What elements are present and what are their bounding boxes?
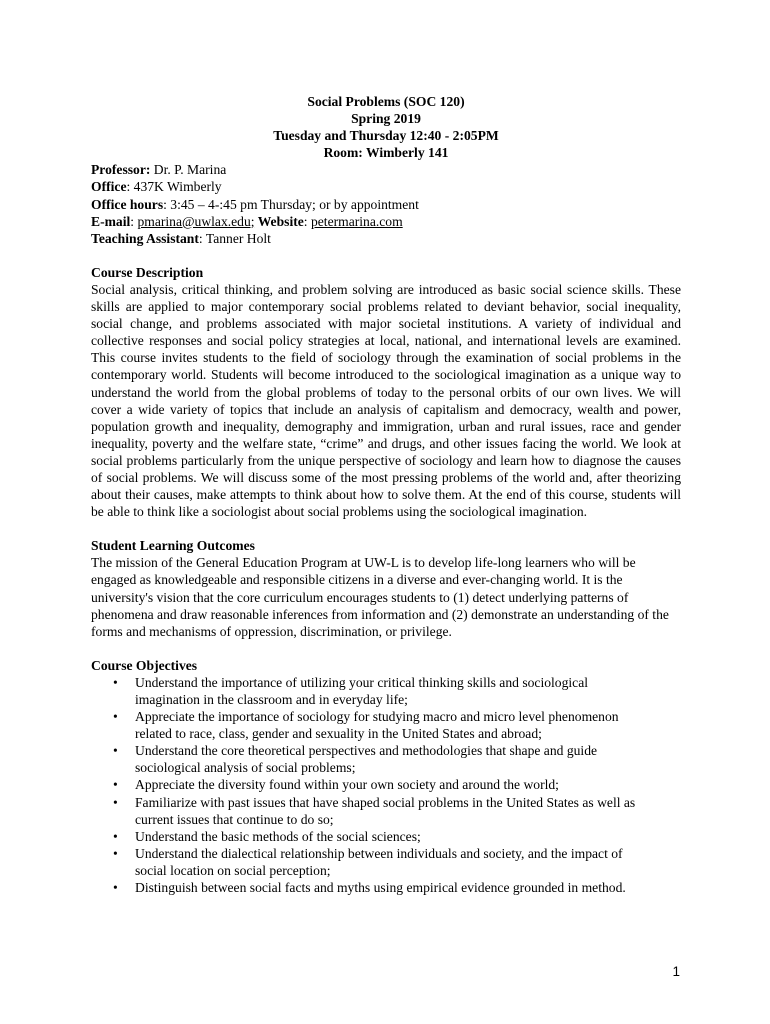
course-title: Social Problems (SOC 120) [307,94,465,109]
bullet-icon: • [113,674,118,690]
objective-line: related to race, class, gender and sexuality in the United States and abroad; [135,726,542,742]
objective-line: social location on social perception; [135,862,331,878]
website-separator: : [303,213,311,229]
learning-outcomes-heading: Student Learning Outcomes [91,538,255,554]
bullet-icon: • [113,845,118,861]
professor-line [91,161,681,178]
office-value: : 437K Wimberly [126,179,222,195]
bullet-icon: • [113,880,118,896]
objective-line: Understand the importance of utilizing your critical thinking skills and sociological [135,674,589,690]
professor-label: Professor: [91,162,151,178]
spacer [91,247,681,264]
course-term: Spring 2019 [351,111,421,127]
bullet-icon: • [113,743,118,759]
office-hours-value: : 3:45 – 4-:45 pm Thursday; or by appointment [163,196,419,212]
website-link[interactable]: petermarina.com [310,213,403,229]
course-objectives-heading: Course Objectives [91,657,198,673]
office-hours-label: Office hours [91,196,164,212]
objective-item [91,742,681,776]
page-content [91,93,681,896]
office-hours-line [91,196,681,213]
objective-item [91,879,681,896]
instructor-info [91,161,681,246]
objective-line: Understand the core theoretical perspectives and methodologies that shape and guide [135,743,598,759]
course-schedule: Tuesday and Thursday 12:40 - 2:05PM [273,128,499,144]
website-label: Website [254,213,304,229]
objective-line: Understand the dialectical relationship between individuals and society, and the impact of [135,845,623,861]
learning-outcomes-text: The mission of the General Education Program at UW-L is to develop life-long learners who will be engaged as knowledgeable and responsible citizens in a diverse and ever-changing world. It is the university's vision that the core curriculum encourages students to (1) detect underlying patterns of phenomena and draw reasonable inferences from information and (2) demonstrate an understanding of the forms and mechanisms of oppression, discrimination, or privilege. [91,555,669,639]
course-description-text: Social analysis, critical thinking, and problem solving are introduced as basic social science skills. These skills are applied to major contemporary social problems related to deviant behavior, social inequality, social change, and problems associated with major societal institutions. A variety of individual and collective responses and social policy strategies at local, national, and international levels are examined. This course invites students to the field of sociology through the examination of social problems in the contemporary world. Students will become introduced to the sociological imagination as a unique way to understand the world from the global problems of today to the personal orbits of our own lives. We will cover a wide variety of topics that include an analysis of capitalism and democracy, wealth and power, population growth and inequality, demography and immigration, urban and rural issues, race and gender inequality, poverty and the welfare state, “crime” and drugs, and other issues facing the world. We look at social problems particularly from the unique perspective of sociology and learn how to diagnose the causes of social problems. We will discuss some of the most pressing problems of the world and, after theorizing about their causes, make attempts to think about how to solve them. At the end of this course, students will be able to think like a sociologist about social problems using the sociological imagination. [91,281,681,520]
objective-line: imagination in the classroom and in everyday life; [135,692,408,707]
objective-line: Distinguish between social facts and myths using empirical evidence grounded in method. [135,880,626,896]
objective-item [91,776,681,793]
objective-item [91,828,681,845]
bullet-icon: • [113,709,118,725]
course-header [91,93,681,161]
teaching-assistant-line [91,230,681,247]
spacer [91,520,681,537]
email-link[interactable]: pmarina@uwlax.edu; [137,213,255,229]
email-separator: : [130,213,138,229]
objective-line: Appreciate the importance of sociology for studying macro and micro level phenomenon [135,709,619,725]
teaching-assistant-value: : Tanner Holt [198,230,271,246]
objective-line: Familiarize with past issues that have shaped social problems in the United States as well as [135,794,636,810]
office-label: Office [91,179,127,195]
bullet-icon: • [113,794,118,810]
professor-value: Dr. P. Marina [150,162,227,178]
contact-line [91,213,681,230]
spacer [91,640,681,657]
office-line [91,178,681,195]
objective-item [91,794,681,828]
bullet-icon: • [113,828,118,844]
objective-item [91,845,681,879]
page-number: 1 [672,964,680,979]
email-label: E-mail [91,213,131,229]
objective-line: Appreciate the diversity found within your own society and around the world; [135,777,559,793]
objective-item [91,674,681,708]
course-objectives-list [91,674,681,896]
objective-line: Understand the basic methods of the social sciences; [135,828,421,844]
bullet-icon: • [113,777,118,793]
objective-line: current issues that continue to do so; [135,811,334,827]
course-room: Room: Wimberly 141 [323,145,449,161]
course-description-heading: Course Description [91,264,204,280]
objective-line: sociological analysis of social problems; [135,760,356,776]
objective-item [91,708,681,742]
teaching-assistant-label: Teaching Assistant [91,230,199,246]
